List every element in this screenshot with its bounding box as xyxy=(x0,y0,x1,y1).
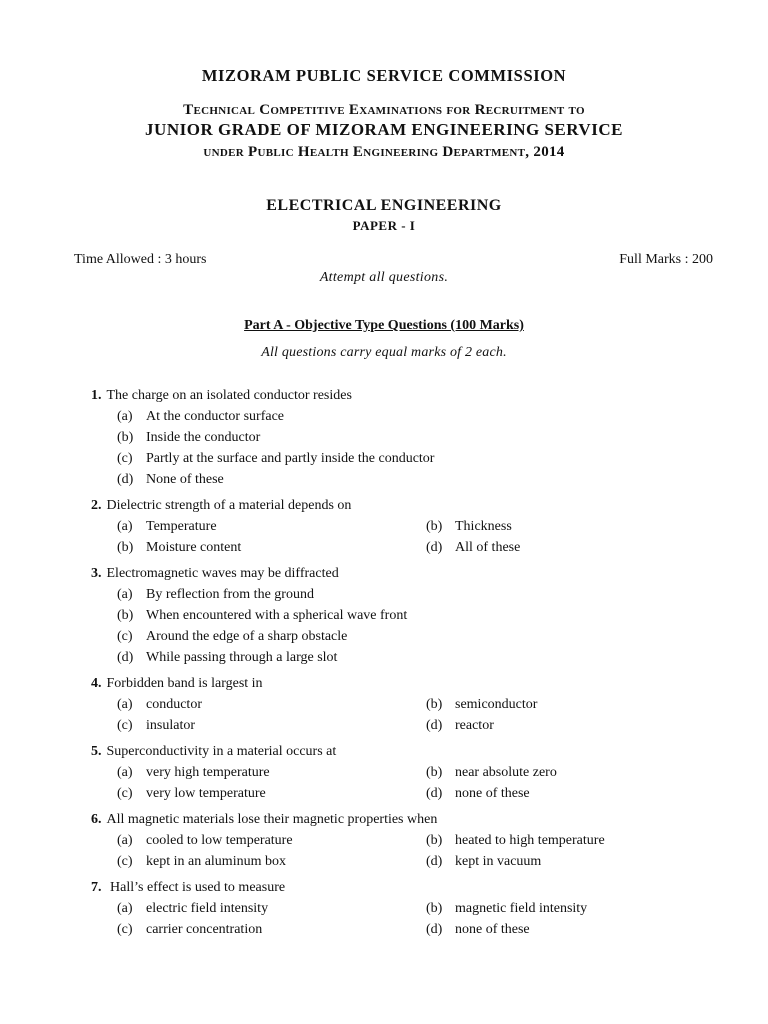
question-number: 2 xyxy=(91,498,98,513)
part-a-title: Part A - Objective Type Questions (100 Marks) xyxy=(244,318,524,333)
option-letter: (b) xyxy=(426,765,443,780)
option-text: Thickness xyxy=(455,519,512,534)
answer-option xyxy=(117,584,314,605)
option-row xyxy=(91,919,731,940)
option-text: insulator xyxy=(146,718,195,733)
option-row xyxy=(91,715,731,736)
option-row xyxy=(91,830,731,851)
attempt-instruction: Attempt all questions. xyxy=(319,270,449,285)
full-marks: Full Marks : 200 xyxy=(619,252,713,267)
question-item xyxy=(91,495,731,558)
option-letter: (b) xyxy=(426,901,443,916)
question-number-dot: . xyxy=(98,812,102,827)
option-text: semiconductor xyxy=(455,697,538,712)
option-letter: (c) xyxy=(117,854,133,869)
option-letter: (d) xyxy=(426,854,443,869)
question-text: Superconductivity in a material occurs at xyxy=(106,744,337,759)
question-item xyxy=(91,563,731,668)
option-letter: (d) xyxy=(426,786,443,801)
option-text: Moisture content xyxy=(146,540,242,555)
question-text: Dielectric strength of a material depends on xyxy=(106,498,352,513)
option-letter: (b) xyxy=(426,519,443,534)
option-row xyxy=(91,605,731,626)
question-number-dot: . xyxy=(98,566,102,581)
option-row xyxy=(91,851,731,872)
option-text: very high temperature xyxy=(146,765,270,780)
option-text: kept in vacuum xyxy=(455,854,542,869)
question-stem xyxy=(91,385,731,406)
option-row xyxy=(91,448,731,469)
answer-option xyxy=(426,715,494,736)
question-item xyxy=(91,385,731,490)
answer-option xyxy=(117,851,286,872)
question-stem xyxy=(91,495,731,516)
question-number-dot: . xyxy=(98,676,102,691)
option-text: By reflection from the ground xyxy=(146,587,314,602)
service-title: JUNIOR GRADE OF MIZORAM ENGINEERING SERVICE xyxy=(145,120,623,139)
option-text: All of these xyxy=(455,540,521,555)
option-row xyxy=(91,647,731,668)
question-number: 6 xyxy=(91,812,98,827)
option-letter: (a) xyxy=(117,833,133,848)
answer-option xyxy=(426,537,520,558)
answer-option xyxy=(117,516,217,537)
option-letter: (a) xyxy=(117,765,133,780)
option-text: While passing through a large slot xyxy=(146,650,338,665)
subject-title: ELECTRICAL ENGINEERING xyxy=(266,197,502,214)
option-letter: (c) xyxy=(117,718,133,733)
option-text: When encountered with a spherical wave front xyxy=(146,608,408,623)
answer-option xyxy=(117,762,270,783)
answer-option xyxy=(117,694,202,715)
question-stem xyxy=(91,741,731,762)
option-text: near absolute zero xyxy=(455,765,557,780)
answer-option xyxy=(426,783,530,804)
department-line: under Public Health Engineering Department, 2014 xyxy=(203,144,565,160)
option-row xyxy=(91,427,731,448)
question-stem xyxy=(91,673,731,694)
option-text: None of these xyxy=(146,472,224,487)
question-stem xyxy=(91,809,731,830)
question-number: 1 xyxy=(91,388,98,403)
option-text: kept in an aluminum box xyxy=(146,854,286,869)
option-row xyxy=(91,783,731,804)
option-row xyxy=(91,516,731,537)
part-a-heading xyxy=(0,318,768,334)
answer-option xyxy=(426,898,587,919)
marks-note: All questions carry equal marks of 2 each. xyxy=(261,345,507,360)
answer-option xyxy=(117,626,347,647)
answer-option xyxy=(117,715,195,736)
option-letter: (c) xyxy=(117,922,133,937)
option-row xyxy=(91,469,731,490)
answer-option xyxy=(117,469,224,490)
answer-option xyxy=(117,605,407,626)
answer-option xyxy=(117,830,293,851)
answer-option xyxy=(117,919,262,940)
option-text: heated to high temperature xyxy=(455,833,605,848)
option-letter: (a) xyxy=(117,409,133,424)
answer-option xyxy=(426,851,541,872)
option-row xyxy=(91,537,731,558)
option-text: none of these xyxy=(455,786,530,801)
option-letter: (d) xyxy=(117,650,134,665)
option-letter: (a) xyxy=(117,587,133,602)
answer-option xyxy=(117,448,434,469)
answer-option xyxy=(426,762,557,783)
option-row xyxy=(91,406,731,427)
question-item xyxy=(91,741,731,804)
question-number-dot: . xyxy=(98,498,102,513)
answer-option xyxy=(426,919,530,940)
option-row xyxy=(91,584,731,605)
paper-number: PAPER - I xyxy=(352,218,416,233)
question-item xyxy=(91,809,731,872)
time-allowed: Time Allowed : 3 hours xyxy=(74,252,207,267)
question-item xyxy=(91,673,731,736)
option-letter: (b) xyxy=(426,697,443,712)
commission-title: MIZORAM PUBLIC SERVICE COMMISSION xyxy=(201,66,567,85)
question-text: All magnetic materials lose their magnetic properties when xyxy=(106,812,438,827)
option-text: magnetic field intensity xyxy=(455,901,588,916)
answer-option xyxy=(426,694,537,715)
option-text: electric field intensity xyxy=(146,901,269,916)
answer-option xyxy=(117,406,284,427)
option-text: Temperature xyxy=(146,519,217,534)
option-text: none of these xyxy=(455,922,530,937)
option-text: very low temperature xyxy=(146,786,266,801)
question-text: Electromagnetic waves may be diffracted xyxy=(106,566,339,581)
option-text: Partly at the surface and partly inside the conductor xyxy=(146,451,435,466)
question-text: The charge on an isolated conductor resides xyxy=(106,388,352,403)
exam-title-line: Technical Competitive Examinations for Recruitment to xyxy=(183,102,585,118)
question-stem xyxy=(91,563,731,584)
question-number: 7 xyxy=(91,880,98,895)
option-text: cooled to low temperature xyxy=(146,833,293,848)
option-text: carrier concentration xyxy=(146,922,263,937)
option-letter: (b) xyxy=(117,540,134,555)
question-list xyxy=(91,385,731,945)
option-letter: (c) xyxy=(117,786,133,801)
question-item xyxy=(91,877,731,940)
option-letter: (a) xyxy=(117,697,133,712)
question-stem xyxy=(91,877,731,898)
question-number: 5 xyxy=(91,744,98,759)
question-number-dot: . xyxy=(98,744,102,759)
answer-option xyxy=(426,516,512,537)
answer-option xyxy=(117,647,337,668)
option-row xyxy=(91,762,731,783)
question-text: Hall’s effect is used to measure xyxy=(106,880,286,895)
option-letter: (a) xyxy=(117,519,133,534)
option-row xyxy=(91,694,731,715)
option-letter: (c) xyxy=(117,629,133,644)
option-letter: (d) xyxy=(426,922,443,937)
option-letter: (b) xyxy=(117,608,134,623)
answer-option xyxy=(117,537,241,558)
question-number: 3 xyxy=(91,566,98,581)
option-row xyxy=(91,898,731,919)
question-number-dot: . xyxy=(98,388,102,403)
option-text: At the conductor surface xyxy=(146,409,284,424)
option-text: Inside the conductor xyxy=(146,430,261,445)
answer-option xyxy=(117,783,266,804)
answer-option xyxy=(426,830,605,851)
option-text: conductor xyxy=(146,697,202,712)
question-text: Forbidden band is largest in xyxy=(106,676,263,691)
option-letter: (d) xyxy=(426,540,443,555)
option-letter: (a) xyxy=(117,901,133,916)
option-letter: (b) xyxy=(117,430,134,445)
option-text: Around the edge of a sharp obstacle xyxy=(146,629,348,644)
answer-option xyxy=(117,898,268,919)
question-number: 4 xyxy=(91,676,98,691)
option-row xyxy=(91,626,731,647)
answer-option xyxy=(117,427,260,448)
option-letter: (b) xyxy=(426,833,443,848)
option-text: reactor xyxy=(455,718,494,733)
option-letter: (d) xyxy=(426,718,443,733)
option-letter: (d) xyxy=(117,472,134,487)
question-number-dot: . xyxy=(98,880,102,895)
option-letter: (c) xyxy=(117,451,133,466)
